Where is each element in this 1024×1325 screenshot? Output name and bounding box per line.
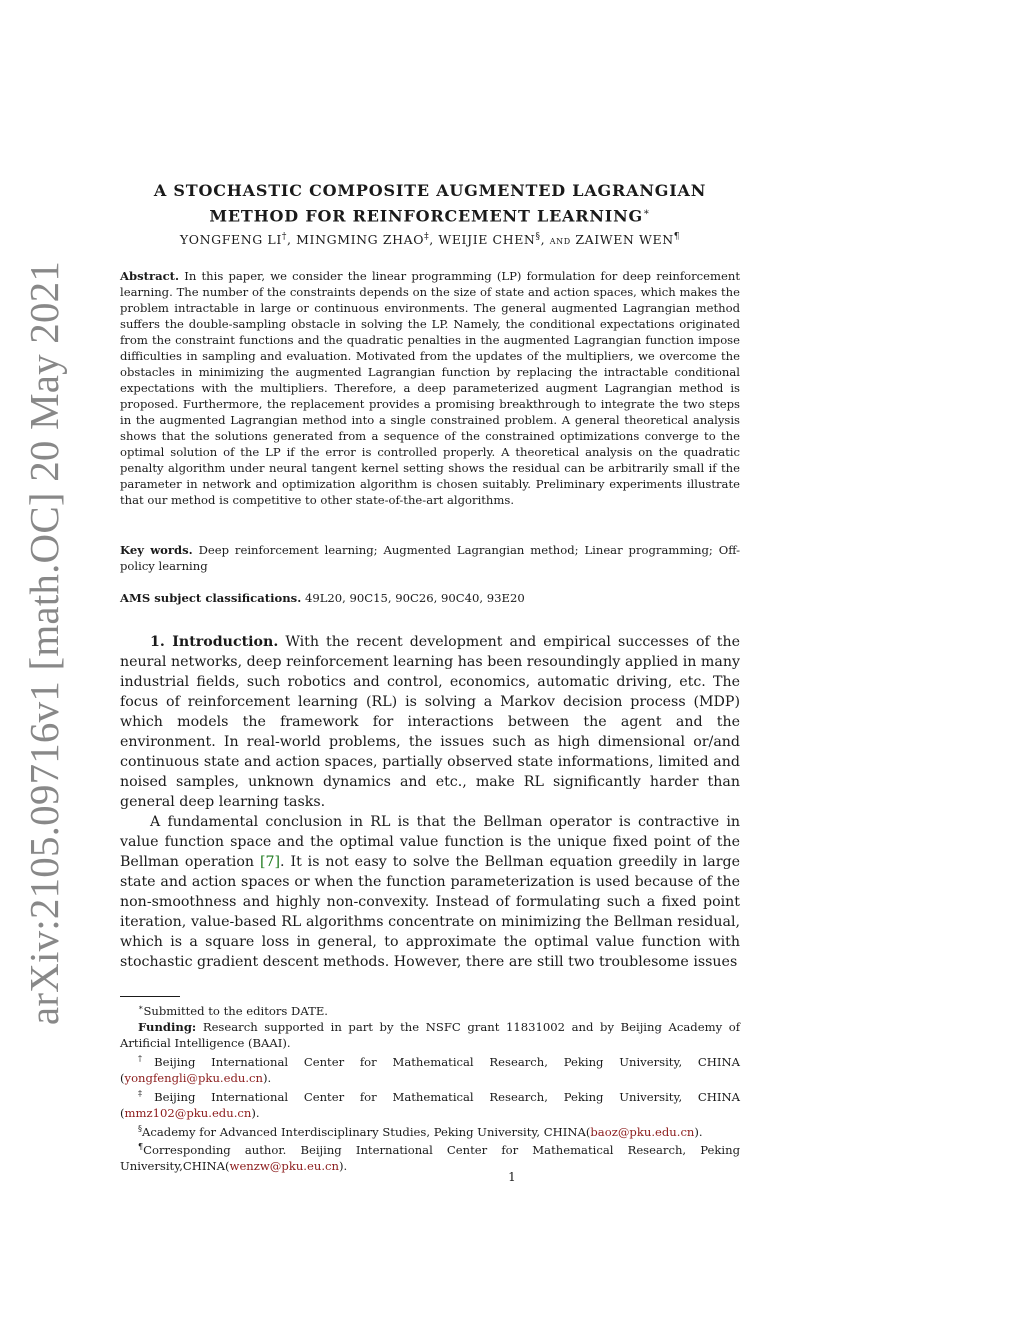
footnote-4-end: ). bbox=[694, 1124, 703, 1139]
footnotes bbox=[120, 1000, 740, 1174]
ams-label: AMS subject classifications. bbox=[120, 591, 302, 605]
footnote-5-mark: ¶ bbox=[138, 1142, 144, 1152]
footnote-2-text: Beijing International Center for Mathematical Research, Peking University, CHINA ( bbox=[120, 1054, 740, 1085]
title-footnote-mark: ∗ bbox=[642, 207, 651, 218]
title-line-1: A STOCHASTIC COMPOSITE AUGMENTED LAGRANGIAN bbox=[153, 181, 707, 200]
author-1: YONGFENG LI bbox=[179, 232, 282, 248]
footnote-author-2 bbox=[120, 1086, 740, 1121]
email-link-4[interactable]: wenzw@pku.eu.cn bbox=[229, 1159, 339, 1174]
author-list: YONGFENG LI†, MINGMING ZHAO‡, WEIJIE CHEN§, and ZAIWEN WEN¶ bbox=[179, 232, 681, 248]
abstract-text: In this paper, we consider the linear programming (LP) formulation for deep reinforcement learning. The number of the constraints depends on the size of state and action spaces, which makes the problem intractable in large or continuous environments. The general augmented Lagrangian method suffers the double-sampling obstacle in solving the LP. Namely, the conditional expectations originated from the constraint functions and the quadratic penalties in the augmented Lagrangian function impose difficulties in sampling and evaluation. Motivated from the updates of the multipliers, we overcome the obstacles in minimizing the augmented Lagrangian function by replacing the intractable conditional expectations with the multipliers. Therefore, a deep parameterized augment Lagrangian method is proposed. Furthermore, the replacement provides a promising breakthrough to integrate the two steps in the augmented Lagrangian method into a single constrained problem. A general theoretical analysis shows that the solutions generated from a sequence of the constrained optimizations converge to the optimal solution of the LP if the error is controlled properly. A theoretical analysis on the quadratic penalty algorithm under neural tangent kernel setting shows the residual can be arbitrarily small if the parameter in network and optimization algorithm is chosen suitably. Preliminary experiments illustrate that our method is competitive to other state-of-the-art algorithms. bbox=[120, 269, 740, 507]
footnote-1-mark: ∗ bbox=[138, 1003, 144, 1012]
intro-paragraph-2-start: A fundamental conclusion in RL is that the Bellman operator is contractive in value function space and the optimal value function is the unique fixed point of the Bellman operation bbox=[120, 814, 740, 870]
keywords-text: Deep reinforcement learning; Augmented Lagrangian method; Linear programming; Off-policy learning bbox=[120, 543, 740, 573]
title-line-2 bbox=[120, 202, 740, 227]
citation-link[interactable]: [7] bbox=[259, 854, 281, 870]
footnote-5-end: ). bbox=[338, 1159, 348, 1174]
email-link-3[interactable]: baoz@pku.edu.cn bbox=[590, 1124, 695, 1139]
email-link-1[interactable]: yongfengli@pku.edu.cn bbox=[124, 1070, 263, 1085]
keywords-label: Key words. bbox=[120, 543, 193, 557]
footnote-3-end: ). bbox=[251, 1105, 260, 1120]
footnote-4-text: Academy for Advanced Interdisciplinary Studies, Peking University, CHINA( bbox=[142, 1124, 591, 1139]
title-line-2-text: METHOD FOR REINFORCEMENT LEARNING bbox=[209, 206, 643, 226]
intro-paragraph-1-text: With the recent development and empirical successes of the neural networks, deep reinforcement learning has been resoundingly applied in many industrial fields, such robotics and control, economics, automatic driving, etc. The focus of reinforcement learning (RL) is solving a Markov decision process (MDP) which models the framework for interactions between the agent and the environment. In real-world problems, the issues such as high dimensional or/and continuous state and action spaces, partially observed state informations, limited and noised samples, unknown dynamics and etc., make RL significantly harder than general deep learning tasks. bbox=[120, 634, 741, 810]
abstract-label: Abstract. bbox=[120, 269, 180, 283]
paper-title bbox=[120, 180, 740, 227]
footnote-author-1 bbox=[120, 1051, 740, 1086]
intro-paragraph-2 bbox=[120, 812, 740, 972]
introduction-section bbox=[120, 632, 740, 972]
email-link-2[interactable]: mmz102@pku.edu.cn bbox=[124, 1105, 252, 1120]
ams-text: 49L20, 90C15, 90C26, 90C40, 93E20 bbox=[304, 591, 525, 605]
author-4: ZAIWEN WEN bbox=[575, 232, 674, 248]
author-conjunction: and bbox=[549, 234, 571, 248]
page-number: 1 bbox=[508, 1170, 516, 1184]
arxiv-identifier-stamp bbox=[14, 260, 74, 1026]
footnote-2-mark: † bbox=[138, 1053, 155, 1063]
abstract bbox=[120, 268, 740, 508]
footnote-1-text: Submitted to the editors DATE. bbox=[143, 1003, 328, 1018]
section-heading: 1. Introduction. bbox=[150, 634, 279, 650]
arxiv-identifier-text: arXiv:2105.09716v1 [math.OC] 20 May 2021 bbox=[21, 260, 67, 1026]
footnote-funding bbox=[120, 1019, 740, 1051]
author-1-mark: † bbox=[281, 232, 287, 242]
footnote-2-end: ). bbox=[263, 1070, 272, 1085]
ams-classifications bbox=[120, 590, 740, 606]
author-3-mark: § bbox=[535, 232, 541, 242]
funding-text: Research supported in part by the NSFC grant 11831002 and by Beijing Academy of Artificial Intelligence (BAAI). bbox=[120, 1019, 741, 1050]
intro-paragraph-1 bbox=[120, 632, 740, 812]
footnote-3-mark: ‡ bbox=[138, 1088, 155, 1098]
author-4-mark: ¶ bbox=[673, 232, 681, 242]
author-2: MINGMING ZHAO bbox=[296, 232, 425, 248]
author-3: WEIJIE CHEN bbox=[438, 232, 536, 248]
footnote-author-3 bbox=[120, 1121, 740, 1140]
footnote-submitted bbox=[120, 1000, 740, 1019]
footnote-3-text: Beijing International Center for Mathematical Research, Peking University, CHINA ( bbox=[120, 1089, 740, 1120]
footnote-5-text: Corresponding author. Beijing International Center for Mathematical Research, Peking University,CHINA( bbox=[120, 1143, 740, 1174]
footnote-divider bbox=[120, 996, 180, 997]
funding-label: Funding: bbox=[138, 1019, 197, 1034]
author-2-mark: ‡ bbox=[424, 232, 430, 242]
intro-paragraph-2-rest: . It is not easy to solve the Bellman equation greedily in large state and action spaces or when the function parameterization is used because of the non-smoothness and highly non-convexity. Instead of formulating such a fixed point iteration, value-based RL algorithms concentrate on minimizing the Bellman residual, which is a square loss in general, to approximate the optimal value function with stochastic gradient descent methods. However, there are still two troublesome issues bbox=[120, 854, 740, 970]
keywords bbox=[120, 542, 740, 574]
footnote-4-mark: § bbox=[138, 1123, 142, 1133]
